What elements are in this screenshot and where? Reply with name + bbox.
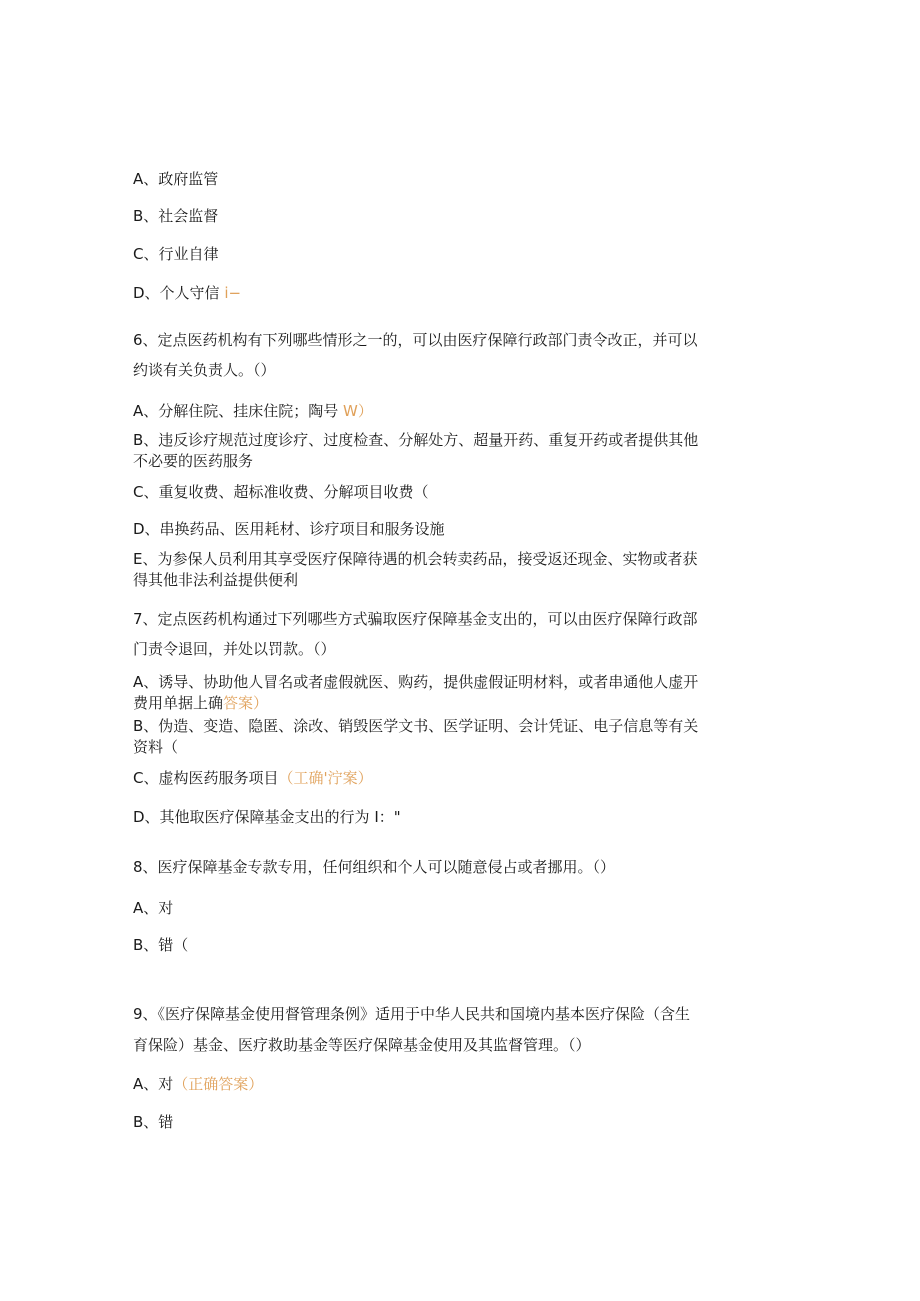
q7-stem-line1: 7、定点医药机构通过下列哪些方式骗取医疗保障基金支出的，可以由医疗保障行政部: [133, 610, 698, 628]
q8-stem: 8、医疗保障基金专款专用，任何组织和个人可以随意侵占或者挪用。（）: [133, 858, 616, 876]
q6-stem-line2: 约谈有关负责人。（）: [133, 361, 276, 379]
q7-option-c-text: C、虚构医药服务项目: [133, 769, 279, 787]
q5-option-b: B、社会监督: [133, 207, 219, 225]
q5-option-a: A、政府监管: [133, 170, 219, 188]
q6-option-e-line2: 得其他非法利益提供便利: [133, 571, 299, 589]
q5-option-c: C、行业自律: [133, 245, 219, 263]
q7-option-b-line1: B、伪造、变造、隐匿、涂改、销毁医学文书、医学证明、会计凭证、电子信息等有关: [133, 717, 699, 735]
q6-option-a-text: A、分解住院、挂床住院；陶号: [133, 402, 339, 420]
q7-option-a-mark: 答案）: [223, 694, 269, 712]
q5-option-d: [133, 282, 773, 304]
q8-option-b: B、错（: [133, 936, 189, 954]
q9-option-a-text: A、对: [133, 1075, 174, 1093]
q9-option-b: B、错: [133, 1113, 174, 1131]
q9-option-a-mark: （正确答案）: [173, 1075, 264, 1093]
q9-stem-line1: 9、《医疗保障基金使用督管理条例》适用于中华人民共和国境内基本医疗保险（含生: [133, 1005, 691, 1023]
q6-option-c: C、重复收费、超标准收费、分解项目收费（: [133, 483, 429, 501]
q6-option-d: D、串换药品、医用耗材、诊疗项目和服务设施: [133, 520, 445, 538]
q9-option-a: [133, 1073, 773, 1095]
q8-option-a: A、对: [133, 899, 174, 917]
q7-option-a-line2: [133, 692, 773, 714]
q7-option-a-line2-text: 费用单据上确: [133, 694, 224, 712]
q5-option-d-text: D、个人守信: [133, 284, 220, 302]
q7-option-c: [133, 767, 773, 789]
q7-option-a-line1: A、诱导、协助他人冒名或者虚假就医、购药，提供虚假证明材料，或者串通他人虚开: [133, 673, 699, 691]
q6-option-b-line2: 不必要的医药服务: [133, 452, 254, 470]
q6-option-e-line1: E、为参保人员利用其享受医疗保障待遇的机会转卖药品，接受返还现金、实物或者获: [133, 550, 698, 568]
q6-option-a: [133, 400, 773, 422]
q7-option-d: D、其他取医疗保障基金支出的行为 I：": [133, 808, 401, 826]
q7-option-c-mark: （工确'泞案）: [278, 769, 373, 787]
q9-stem-line2: 育保险）基金、医疗救助基金等医疗保障基金使用及其监督管理。（）: [133, 1036, 591, 1054]
q7-stem-line2: 门责令退回，并处以罚款。（）: [133, 640, 336, 658]
q6-stem-line1: 6、定点医药机构有下列哪些情形之一的，可以由医疗保障行政部门责令改正，并可以: [133, 331, 698, 349]
q6-option-a-mark: W）: [343, 402, 373, 420]
q5-option-d-mark: i−: [224, 284, 242, 302]
q6-option-b-line1: B、违反诊疗规范过度诊疗、过度检查、分解处方、超量开药、重复开药或者提供其他: [133, 431, 699, 449]
q7-option-b-line2: 资料（: [133, 738, 179, 756]
